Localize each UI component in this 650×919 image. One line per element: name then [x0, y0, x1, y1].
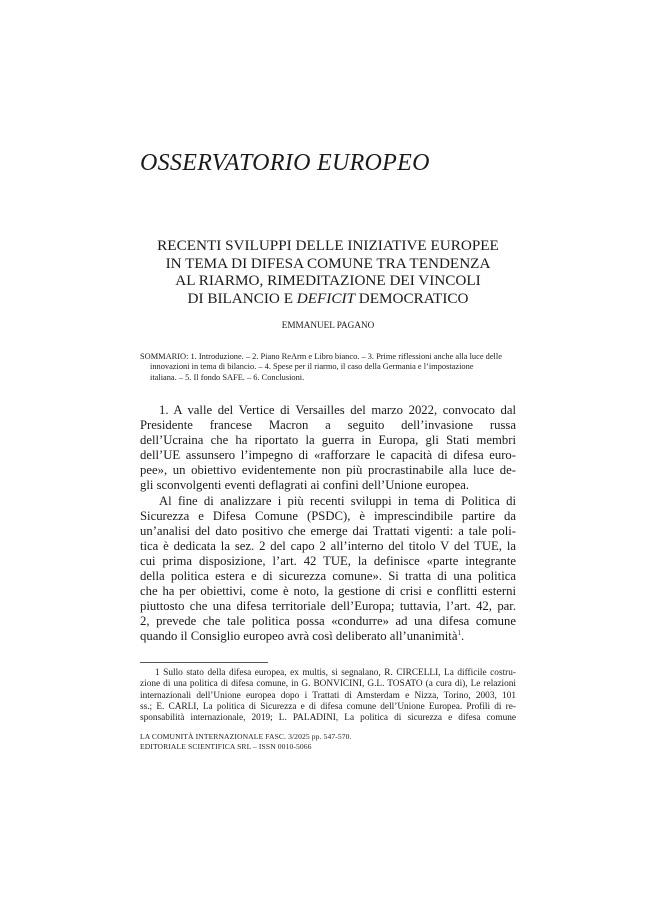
body-line: dell’UE assunsero l’impegno di «rafforzare le capacità di difesa euro- [140, 448, 516, 463]
colophon [140, 732, 352, 751]
author-name: EMMANUEL PAGANO [281, 320, 375, 330]
footnote [140, 668, 516, 724]
footnote-line: sponsabilità internazionale, 2019; L. PALADINI, La politica di sicurezza e difesa comune [140, 713, 516, 724]
body-line: tica è dedicata la sez. 2 del capo 2 all’interno del titolo V del TUE, la [140, 538, 516, 553]
summary [140, 352, 516, 383]
body-line: dell’Ucraina che ha riportato la guerra in Europa, gli Stati membri [140, 433, 516, 448]
footnote-divider [140, 662, 268, 663]
body-line-last: quando il Consiglio europeo avrà così deliberato all’unanimità$^1$. [140, 629, 465, 644]
body-text [140, 403, 516, 645]
body-line: 1. A valle del Vertice di Versailles del marzo 2022, convocato dal [159, 403, 516, 417]
body-line: Al fine di analizzare i più recenti sviluppi in tema di Politica di [159, 493, 516, 508]
body-line: 2, prevede che tale politica possa «condurre» ad una difesa comune [140, 614, 516, 629]
body-line: Sicurezza e Difesa Comune (PSDC), è imprescindibile partire da [140, 508, 516, 523]
title-emphasis: DEFICIT [296, 289, 355, 307]
summary-line: SOMMARIO: 1. Introduzione. – 2. Piano ReArm e Libro bianco. – 3. Prime riflessioni anche alla luce delle [140, 352, 502, 361]
body-line: gli sconvolgenti eventi deflagrati ai confini dell’Unione europea. [140, 478, 470, 493]
title-line: RECENTI SVILUPPI DELLE INIZIATIVE EUROPEE [157, 237, 499, 254]
summary-line: italiana. – 5. Il fondo SAFE. – 6. Conclusioni. [150, 372, 305, 382]
footnote-line: zione di una politica di difesa comune, in G. BONVICINI, G.L. TOSATO (a cura di), Le relazioni [140, 679, 516, 690]
body-line: un’analisi del dato positivo che emerge dai Trattati vigenti: a tale poli- [140, 523, 516, 538]
article-title [140, 237, 516, 307]
body-line: piuttosto che una difesa territoriale dell’Europa; tuttavia, l’art. 42, par. [140, 599, 516, 614]
journal-citation: LA COMUNITÀ INTERNAZIONALE FASC. 3/2025 pp. 547-570. [140, 732, 352, 741]
title-line: IN TEMA DI DIFESA COMUNE TRA TENDENZA [165, 254, 491, 272]
footnote-line: internazionali dell’Unione europea dopo i Trattati di Amsterdam e Nizza, Torino, 2003, 101 [140, 690, 516, 701]
footnote-line: 1 Sullo stato della difesa europea, ex multis, si segnalano, R. CIRCELLI, La difficile costru- [155, 668, 516, 678]
body-line: della politica estera e di sicurezza comune». Si tratta di una politica [140, 569, 516, 584]
footnote-line: ss.; E. CARLI, La politica di Sicurezza e di difesa comune dell’Unione Europea. Profili di re- [140, 701, 516, 712]
title-line: AL RIARMO, RIMEDITAZIONE DEI VINCOLI [175, 272, 481, 290]
title-line: DI BILANCIO E DEFICIT DEMOCRATICO [187, 289, 469, 307]
summary-line: innovazioni in tema di bilancio. – 4. Spese per il riarmo, il caso della Germania e l’impostazione [150, 362, 474, 372]
footnote-reference[interactable]: 1 [457, 629, 461, 638]
body-line: cui prima disposizione, l’art. 42 TUE, la definisce «parte integrante [140, 553, 516, 568]
section-title: OSSERVATORIO EUROPEO [140, 150, 430, 176]
body-line-text: quando il Consiglio europeo avrà così deliberato all’unanimità [140, 629, 458, 644]
body-line: pee», un obiettivo evidentemente non più procrastinabile alla luce de- [140, 463, 516, 478]
body-line: che ha per obiettivi, come è noto, la gestione di crisi e conflitti esterni [140, 584, 516, 599]
publisher-issn: EDITORIALE SCIENTIFICA SRL – ISSN 0010-5066 [140, 741, 312, 751]
body-line: Presidente francese Macron a seguito dell’invasione russa [140, 418, 516, 433]
